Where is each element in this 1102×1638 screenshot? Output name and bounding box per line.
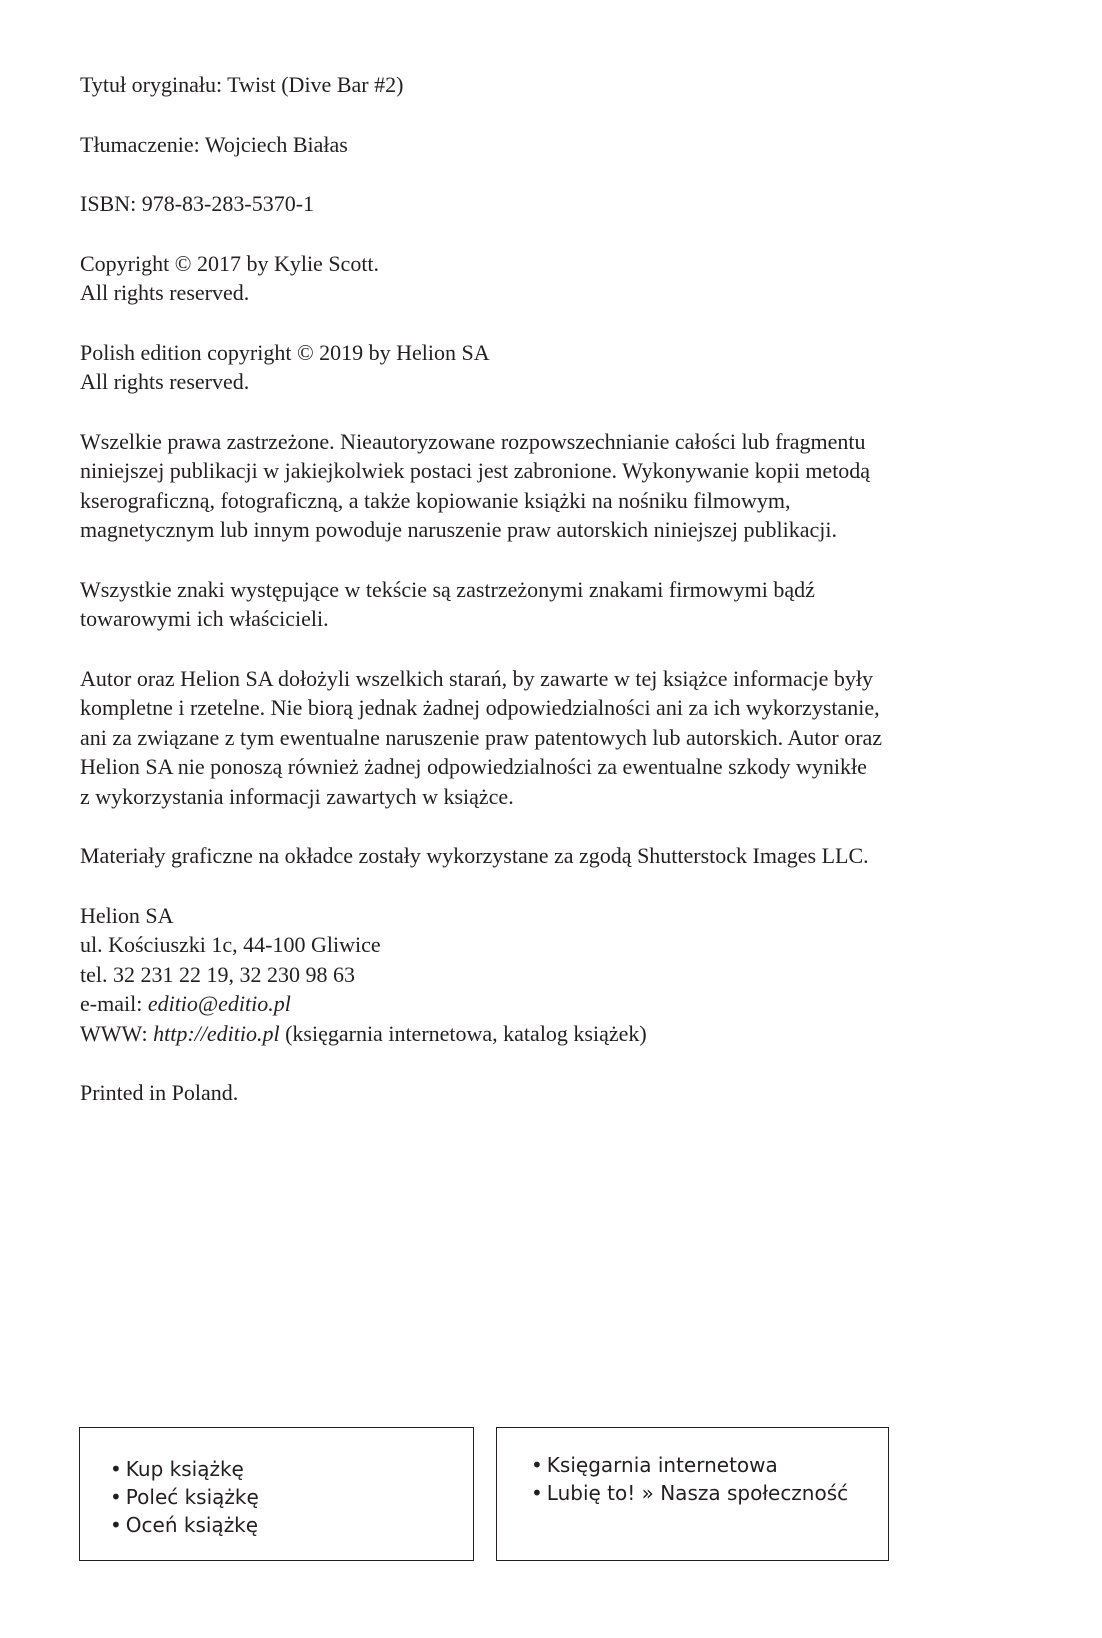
original-title: Tytuł oryginału: Twist (Dive Bar #2) [80, 72, 404, 97]
publisher-name: Helion SA [80, 902, 174, 928]
bullet-icon: • [110, 1457, 122, 1481]
rights-reserved-line: All rights reserved. [80, 369, 250, 394]
paragraph-line: towarowymi ich właścicieli. [80, 606, 329, 631]
printed-in: Printed in Poland. [80, 1080, 239, 1105]
copyright-original [80, 249, 1040, 308]
paragraph-line: Wszelkie prawa zastrzeżone. Nieautoryzowane rozpowszechnianie całości lub fragmentu [80, 428, 866, 454]
paragraph-line: niniejszej publikacji w jakiejkolwiek postaci jest zabronione. Wykonywanie kopii metodą [80, 458, 871, 483]
rights-paragraph [80, 427, 1040, 545]
copyright-polish-line: Polish edition copyright © 2019 by Helion SA [80, 339, 490, 365]
publisher-email-line [80, 989, 1040, 1019]
email-link[interactable]: editio@editio.pl [147, 991, 291, 1016]
bullet-icon: • [531, 1481, 543, 1505]
buy-book-link[interactable]: • Kup książkę [110, 1457, 244, 1481]
paragraph-line: kompletne i rzetelne. Nie biorą jednak żadnej odpowiedzialności ani za ich wykorzystanie, [80, 695, 880, 720]
link-boxes [79, 1427, 1021, 1563]
paragraph-line: magnetycznym lub innym powoduje naruszenie praw autorskich niniejszej publikacji. [80, 517, 837, 542]
bullet-icon: • [110, 1513, 122, 1537]
community-link[interactable]: • Lubię to! » Nasza społeczność [531, 1481, 849, 1505]
publisher-www-line [80, 1019, 1040, 1049]
email-label: e-mail: [80, 991, 148, 1016]
publisher-address: ul. Kościuszki 1c, 44-100 Gliwice [80, 932, 381, 957]
bullet-icon: • [531, 1453, 543, 1477]
book-actions-box [79, 1427, 474, 1561]
paragraph-line: z wykorzystania informacji zawartych w książce. [80, 783, 514, 809]
copyright-polish [80, 338, 1040, 397]
rate-book-link[interactable]: • Oceń książkę [110, 1513, 259, 1537]
paragraph-line: Wszystkie znaki występujące w tekście są zastrzeżonymi znakami firmowymi bądź [80, 576, 815, 602]
paragraph-line: Helion SA nie ponoszą również żadnej odpowiedzialności za ewentualne szkody wynikłe [80, 754, 867, 779]
copyright-original-line: Copyright © 2017 by Kylie Scott. [80, 250, 380, 276]
paragraph-line: kserograficzną, fotograficzną, a także kopiowanie książki na nośniku filmowym, [80, 487, 791, 513]
publisher-contact [80, 901, 1040, 1049]
online-bookstore-link[interactable]: • Księgarnia internetowa [531, 1453, 778, 1477]
bullet-icon: • [110, 1485, 122, 1509]
publisher-phone: tel. 32 231 22 19, 32 230 98 63 [80, 961, 355, 987]
paragraph-line: Autor oraz Helion SA dołożyli wszelkich starań, by zawarte w tej książce informacje były [80, 665, 873, 691]
imprint-page [80, 70, 1040, 1138]
graphics-note: Materiały graficzne na okładce zostały wykorzystane za zgodą Shutterstock Images LLC. [80, 843, 869, 868]
www-note: (księgarnia internetowa, katalog książek) [279, 1020, 647, 1046]
store-links-box [496, 1427, 889, 1561]
www-link[interactable]: http://editio.pl [153, 1020, 280, 1046]
trademarks-paragraph [80, 575, 1040, 634]
paragraph-line: ani za związane z tym ewentualne naruszenie praw patentowych lub autorskich. Autor oraz [80, 724, 883, 750]
translator: Tłumaczenie: Wojciech Białas [80, 131, 348, 157]
www-label: WWW: [80, 1020, 154, 1046]
rights-reserved-line: All rights reserved. [80, 280, 250, 305]
liability-paragraph [80, 664, 1040, 812]
isbn: ISBN: 978-83-283-5370-1 [80, 191, 315, 216]
recommend-book-link[interactable]: • Poleć książkę [110, 1485, 259, 1509]
